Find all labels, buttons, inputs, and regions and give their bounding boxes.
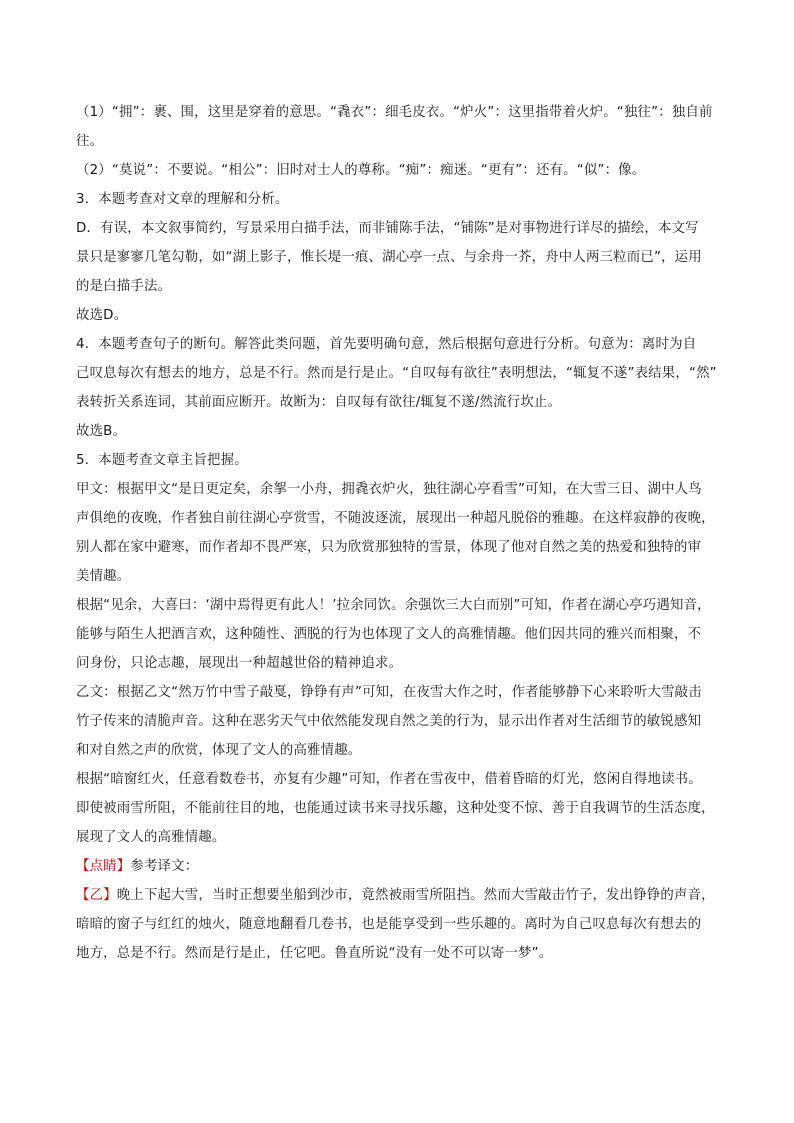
text-line: 根据“暗窗红火，任意看数卷书，亦复有少趣”可知，作者在雪夜中，借着昏暗的灯光，悠闲自得地读书。 [76,772,702,787]
text-line: 能够与陌生人把酒言欢，这种随性、洒脱的行为也体现了文人的高雅情趣。他们因共同的雅兴而相聚，不 [76,627,702,642]
text-line: 故选B。 [76,424,127,439]
text-line: 3．本题考查对文章的理解和分析。 [76,192,289,207]
text-line: （1）“拥”：裹、围，这里是穿着的意思。“毳衣”：细毛皮衣。“炉火”：这里指带着火炉。“独往”：独自前 [76,105,713,120]
text-line: 暗暗的窗子与红红的烛火，随意地翻看几卷书，也是能享受到一些乐趣的。离时为自己叹息每次有想去的 [76,917,702,932]
translation-body [76,910,726,968]
analysis-body [76,98,726,852]
text-line: 往。 [76,134,104,149]
text-line: （2）“莫说”：不要说。“相公”：旧时对士人的尊称。“痴”：痴迷。“更有”：还有。“似”：像。 [76,163,646,178]
text-line: 表转折关系连词，其前面应断开。故断为：自叹每有欲往/辄复不遂/然流行坎止。 [76,395,562,410]
text-line: 声俱绝的夜晚，作者独自前往湖心亭赏雪，不随波逐流，展现出一种超凡脱俗的雅趣。在这样寂静的夜晚， [76,511,715,526]
text-line: 乙文：根据乙文“然万竹中雪子敲戛，铮铮有声”可知，在夜雪大作之时，作者能够静下心来聆听大雪敲击 [76,685,702,700]
text-line: 的是白描手法。 [76,279,172,294]
text-line: 竹子传来的清脆声音。这种在恶劣天气中依然能发现自然之美的行为，显示出作者对生活细节的敏锐感知 [76,714,702,729]
translation-first-line [76,881,726,910]
translation-text: 晚上下起大雪，当时正想要坐船到沙市，竟然被雨雪所阻挡。然而大雪敲击竹子，发出铮铮的声音， [116,888,715,903]
text-line: 景只是寥寥几笔勾勒，如“湖上影子，惟长堤一痕、湖心亭一点、与余舟一芥，舟中人两三粒而已”，运用 [76,250,702,265]
bracket-open: 【 [76,859,90,874]
text-line: 美情趣。 [76,569,131,584]
pointer-heading [76,852,726,881]
pointer-label: 参考译文： [130,859,199,874]
text-line: 故选D。 [76,308,128,323]
text-line: 甲文：根据甲文“是日更定矣，余挐一小舟，拥毳衣炉火，独往湖心亭看雪”可知，在大雪三日、湖中人鸟 [76,482,702,497]
bracket-close: 】 [103,888,117,903]
text-line: 4．本题考查句子的断句。解答此类问题，首先要明确句意，然后根据句意进行分析。句意为：离时为自 [76,337,697,352]
answer-analysis [76,98,726,968]
translation-tag: 乙 [89,888,104,903]
text-line: 5．本题考查文章主旨把握。 [76,453,248,468]
pointer-tag: 点睛 [89,859,117,874]
text-line: 问身份，只论志趣，展现出一种超越世俗的精神追求。 [76,656,403,671]
text-line: 展现了文人的高雅情趣。 [76,830,226,845]
bracket-open: 【 [76,888,90,903]
text-line: 即使被雨雪所阻，不能前往目的地，也能通过读书来寻找乐趣，这种处变不惊、善于自我调节的生活态度， [76,801,715,816]
text-line: 和对自然之声的欣赏，体现了文人的高雅情趣。 [76,743,362,758]
text-line: D．有误，本文叙事简约，写景采用白描手法，而非铺陈手法，“铺陈”是对事物进行详尽的描绘，本文写 [76,221,699,236]
text-line: 己叹息每次有想去的地方，总是不行。然而是行是止。“自叹每有欲往”表明想法，“辄复不遂”表结果，“然” [76,366,717,381]
text-line: 根据“见余，大喜曰：‘湖中焉得更有此人！’拉余同饮。余强饮三大白而别”可知，作者在湖心亭巧遇知音， [76,598,711,613]
bracket-close: 】 [116,859,131,874]
text-line: 别人都在家中避寒，而作者却不畏严寒，只为欣赏那独特的雪景，体现了他对自然之美的热爱和独特的审 [76,540,702,555]
text-line: 地方，总是不行。然而是行是止，任它吧。鲁直所说“没有一处不可以寄一梦”。 [76,946,553,961]
